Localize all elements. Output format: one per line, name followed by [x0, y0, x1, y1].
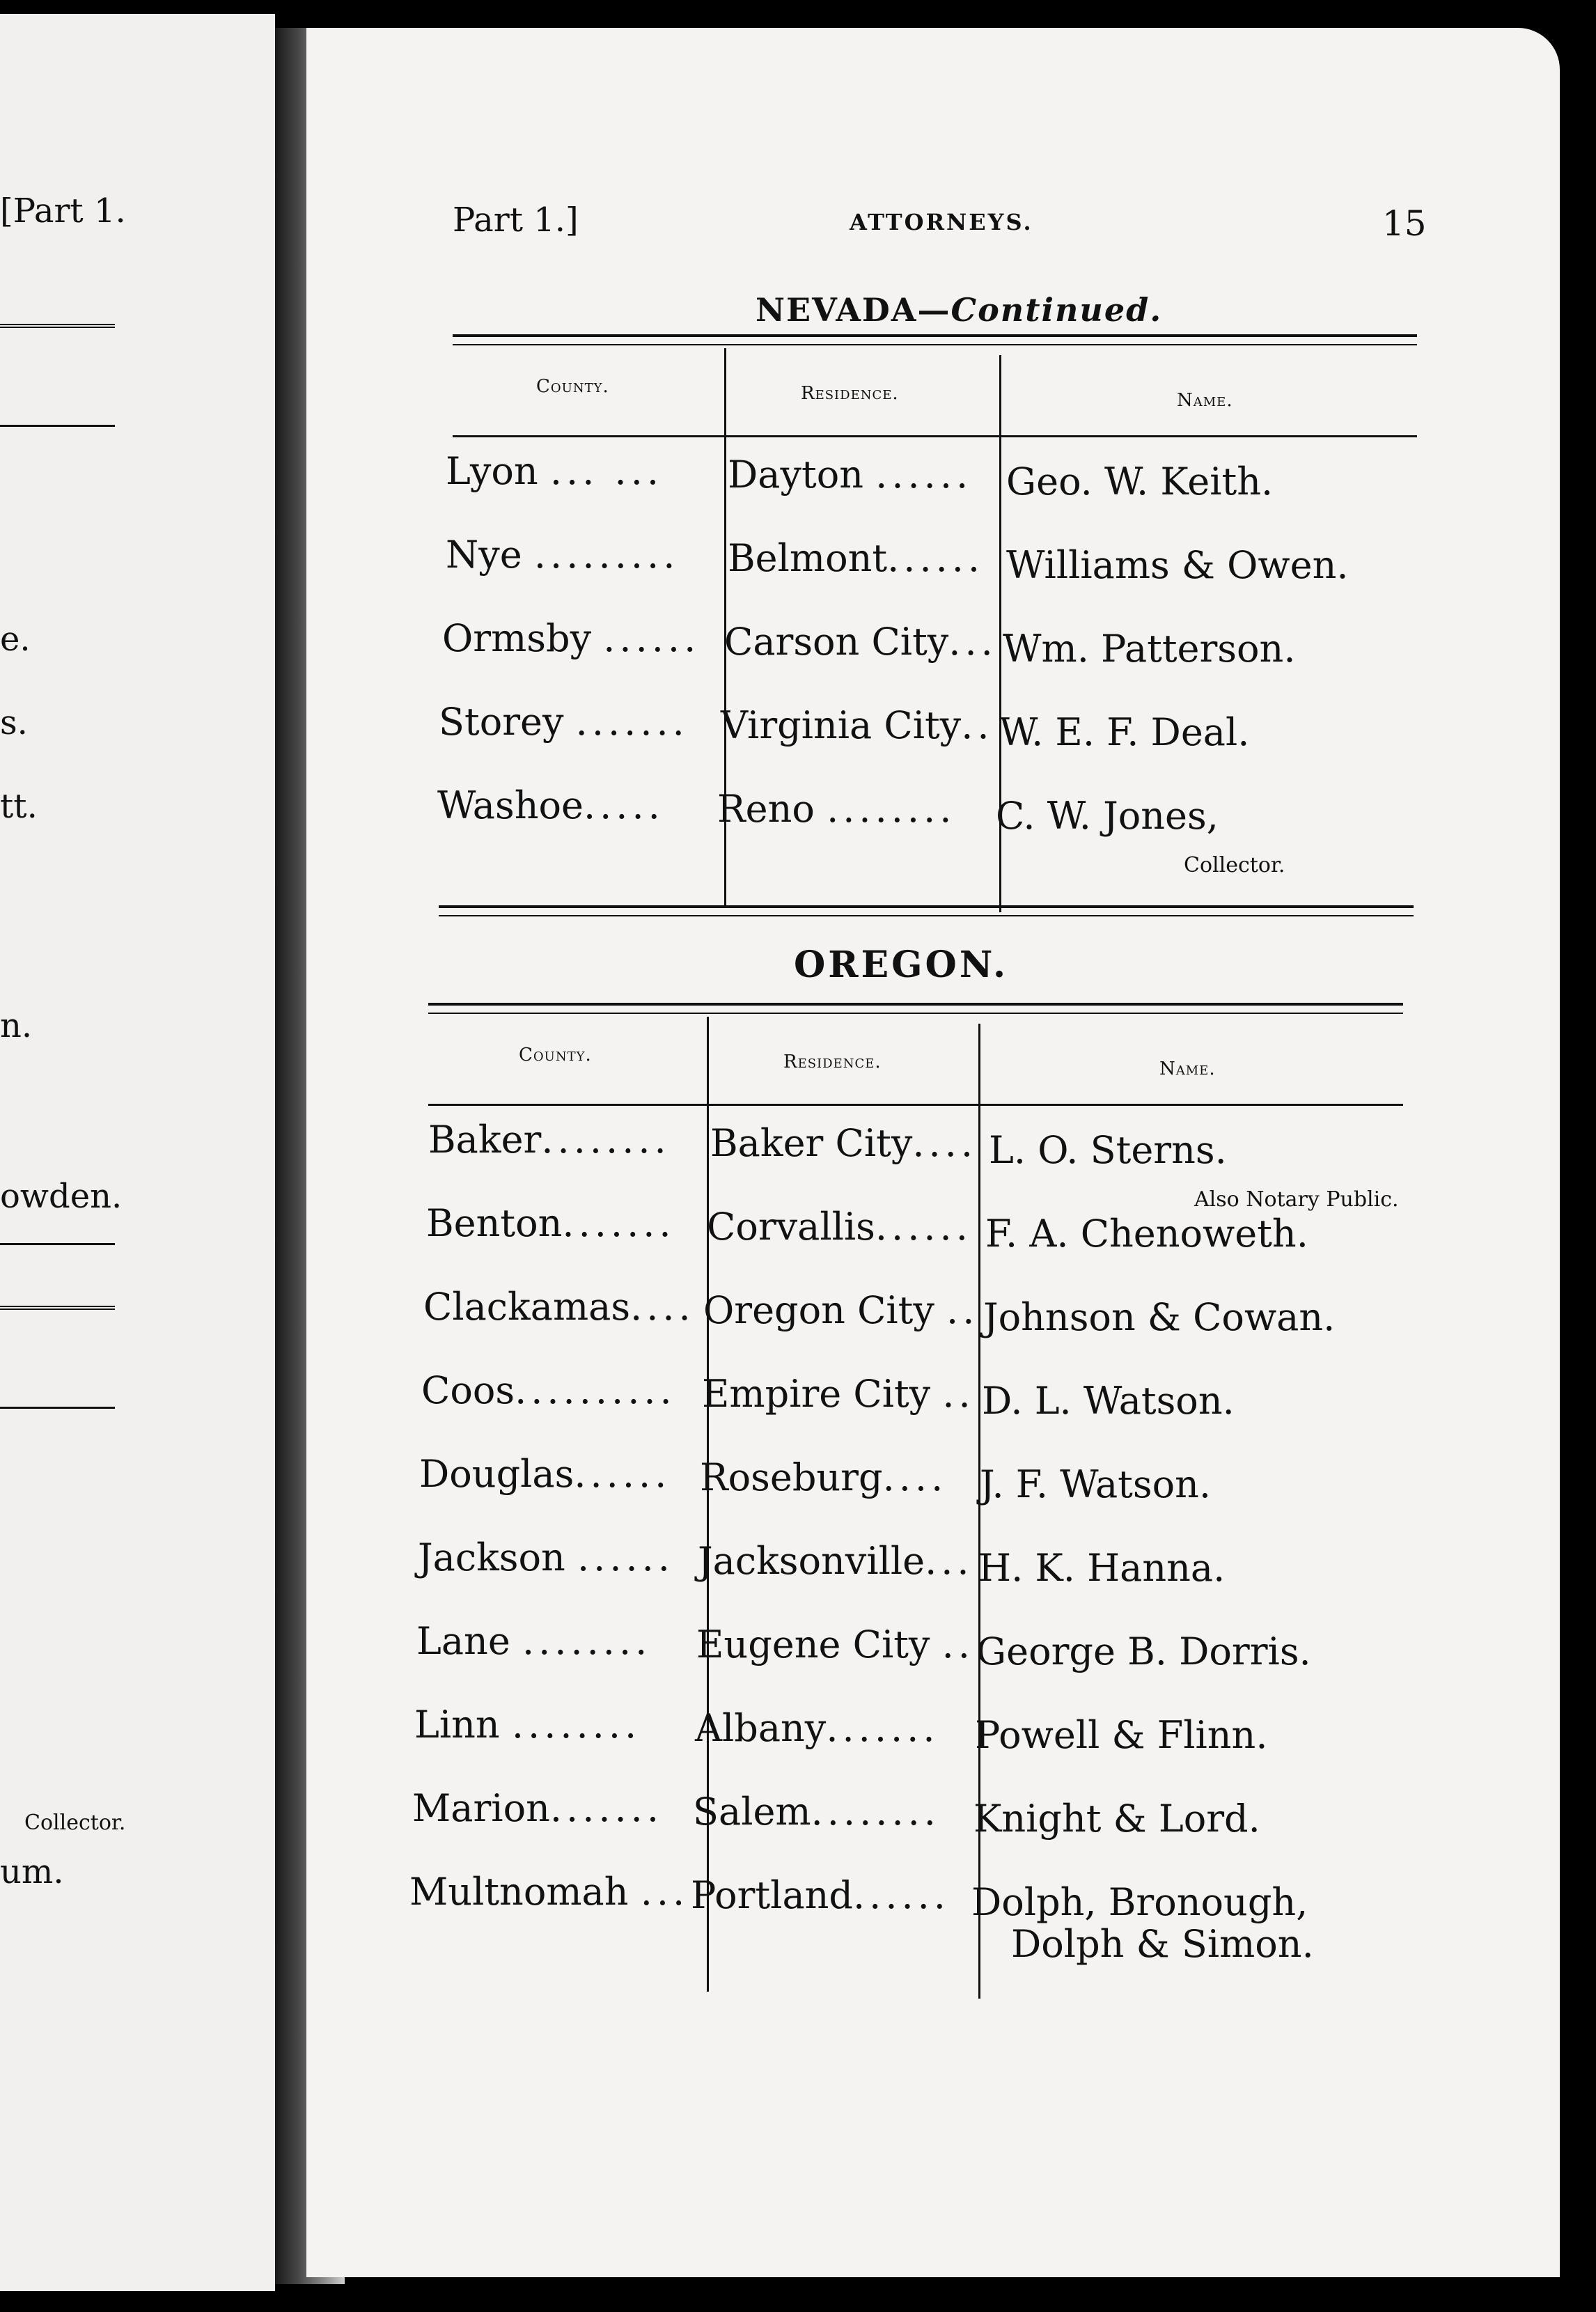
name-cell: Johnson & Cowan.: [983, 1295, 1336, 1339]
county-cell: Lane ........: [416, 1619, 652, 1663]
name-note: Collector.: [1184, 853, 1285, 877]
column-divider: [978, 1024, 980, 1999]
left-page-rule: [0, 1243, 115, 1245]
county-cell: Coos..........: [421, 1368, 676, 1412]
county-cell: Nye .........: [446, 533, 680, 577]
residence-cell: Eugene City ..: [696, 1623, 974, 1666]
residence-cell: Empire City ..: [702, 1372, 975, 1416]
name-cell: George B. Dorris.: [976, 1630, 1311, 1673]
left-page-fragment: n.: [0, 1006, 33, 1045]
left-page-fragment: e.: [0, 620, 31, 659]
county-cell: Lyon ... ...: [446, 449, 664, 493]
county-cell: Clackamas....: [423, 1285, 695, 1329]
county-cell: Baker........: [428, 1118, 671, 1162]
residence-cell: Carson City...: [724, 620, 997, 664]
part-label: Part 1.]: [453, 201, 579, 240]
name-cell: Knight & Lord.: [973, 1797, 1260, 1841]
name-cell: C. W. Jones,: [996, 794, 1219, 838]
name-cell: Geo. W. Keith.: [1006, 460, 1274, 503]
residence-cell: Salem........: [693, 1790, 940, 1834]
page-number: 15: [1382, 203, 1427, 244]
left-page-header: [Part 1.: [0, 192, 126, 231]
residence-cell: Oregon City ..: [703, 1288, 979, 1332]
name-cell: Dolph, Bronough,: [971, 1880, 1308, 1924]
residence-cell: Roseburg....: [700, 1455, 948, 1499]
left-page-fragment: Collector.: [24, 1811, 126, 1835]
residence-cell: Jacksonville...: [698, 1539, 973, 1583]
county-cell: Linn ........: [414, 1703, 641, 1747]
column-header-name: Name.: [1177, 390, 1233, 411]
name-cell: D. L. Watson.: [982, 1379, 1235, 1423]
residence-cell: Dayton ......: [728, 453, 973, 497]
residence-cell: Albany.......: [695, 1706, 939, 1750]
county-cell: Jackson ......: [418, 1536, 674, 1579]
left-facing-page: [0, 14, 275, 2291]
county-cell: Storey .......: [439, 700, 689, 744]
left-page-fragment: s.: [0, 703, 28, 742]
county-cell: Multnomah ...: [409, 1870, 689, 1914]
residence-cell: Portland......: [691, 1873, 950, 1917]
table-top-rule: [428, 1003, 1403, 1014]
residence-cell: Virginia City..: [721, 703, 994, 747]
nevada-section-title: NEVADA—Continued.: [756, 291, 1163, 329]
page-header: [306, 201, 1560, 256]
name-cell-continued: Dolph & Simon.: [1011, 1922, 1314, 1966]
name-cell: J. F. Watson.: [980, 1462, 1212, 1506]
page-title: ATTORNEYS.: [850, 209, 1033, 235]
oregon-section-title: OREGON.: [794, 944, 1009, 986]
name-cell: F. A. Chenoweth.: [985, 1212, 1308, 1256]
book-page: [306, 28, 1560, 2277]
name-cell: H. K. Hanna.: [978, 1546, 1226, 1590]
left-page-fragment: owden.: [0, 1177, 123, 1216]
column-header-name: Name.: [1159, 1059, 1216, 1079]
left-page-rule: [0, 324, 115, 328]
column-header-residence: Residence.: [783, 1052, 882, 1072]
left-page-rule: [0, 425, 115, 427]
column-divider: [707, 1017, 709, 1992]
residence-cell: Belmont......: [728, 536, 985, 580]
header-rule: [428, 1104, 1403, 1106]
table-top-rule: [453, 334, 1417, 345]
county-cell: Washoe.....: [437, 783, 664, 827]
county-cell: Benton.......: [426, 1201, 675, 1245]
name-note: Also Notary Public.: [1194, 1187, 1399, 1212]
county-cell: Ormsby ......: [442, 616, 701, 660]
county-cell: Marion.......: [412, 1786, 664, 1830]
name-cell: L. O. Sterns.: [989, 1128, 1227, 1172]
name-cell: Powell & Flinn.: [975, 1713, 1268, 1757]
name-cell: W. E. F. Deal.: [999, 710, 1250, 754]
residence-cell: Baker City....: [710, 1121, 978, 1165]
column-header-county: County.: [536, 376, 609, 397]
left-page-fragment: tt.: [0, 787, 38, 826]
name-cell: Wm. Patterson.: [1003, 627, 1296, 671]
header-rule: [453, 435, 1417, 437]
county-cell: Douglas......: [419, 1452, 671, 1496]
residence-cell: Corvallis......: [707, 1205, 972, 1249]
section-end-rule: [439, 905, 1414, 916]
left-page-fragment: um.: [0, 1852, 64, 1891]
column-header-residence: Residence.: [801, 383, 899, 404]
left-page-rule: [0, 1407, 115, 1409]
name-cell: Williams & Owen.: [1006, 543, 1349, 587]
column-header-county: County.: [519, 1045, 592, 1065]
residence-cell: Reno ........: [717, 787, 956, 831]
left-page-rule: [0, 1306, 115, 1310]
